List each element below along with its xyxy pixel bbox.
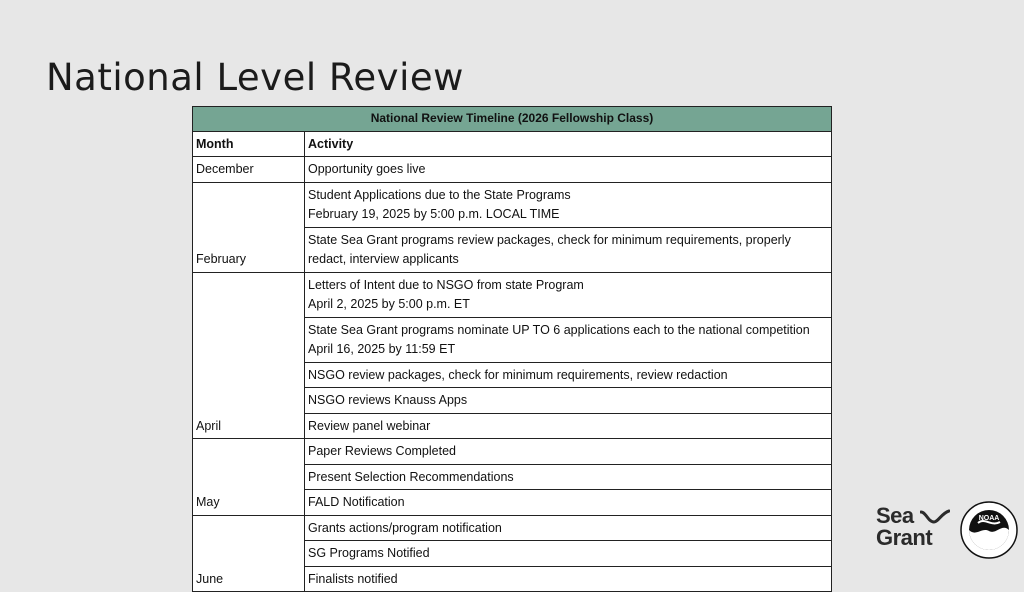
activity-line: February 19, 2025 by 5:00 p.m. LOCAL TIME xyxy=(308,207,560,221)
activity-line: Opportunity goes live xyxy=(308,162,426,176)
table-row xyxy=(193,515,832,541)
activity-line: Student Applications due to the State Programs xyxy=(308,187,571,202)
activity-line: April 16, 2025 by 11:59 ET xyxy=(308,342,456,356)
activity-cell xyxy=(305,515,832,541)
table-caption: National Review Timeline (2026 Fellowship Class) xyxy=(193,107,832,132)
activity-cell xyxy=(305,439,832,465)
wave-icon xyxy=(920,509,950,525)
month-cell: June xyxy=(193,515,305,592)
activity-cell xyxy=(305,182,832,227)
activity-line: State Sea Grant programs nominate UP TO 6 applications each to the national competition xyxy=(308,322,810,337)
activity-cell xyxy=(305,413,832,439)
activity-cell xyxy=(305,362,832,388)
month-column-header: Month xyxy=(193,131,305,157)
activity-cell xyxy=(305,464,832,490)
table-row xyxy=(193,157,832,183)
activity-cell xyxy=(305,157,832,183)
sea-grant-noaa-logo xyxy=(876,501,1024,561)
activity-line: Letters of Intent due to NSGO from state Program xyxy=(308,277,584,292)
activity-line: State Sea Grant programs review packages, check for minimum requirements, properly redact, interview applicants xyxy=(308,232,791,266)
month-cell: April xyxy=(193,272,305,439)
activity-line: April 2, 2025 by 5:00 p.m. ET xyxy=(308,297,470,311)
timeline-table xyxy=(192,106,832,592)
activity-column-header: Activity xyxy=(305,131,832,157)
activity-cell xyxy=(305,227,832,272)
month-cell: December xyxy=(193,157,305,183)
table-row xyxy=(193,439,832,465)
activity-cell xyxy=(305,317,832,362)
slide-title: National Level Review xyxy=(46,56,464,99)
activity-cell xyxy=(305,566,832,592)
activity-cell xyxy=(305,388,832,414)
activity-cell xyxy=(305,490,832,516)
activity-line: Review panel webinar xyxy=(308,418,431,433)
month-cell: May xyxy=(193,439,305,516)
activity-cell xyxy=(305,272,832,317)
activity-line: NSGO review packages, check for minimum requirements, review redaction xyxy=(308,367,728,382)
activity-line: FALD Notification xyxy=(308,495,405,509)
svg-text:NOAA: NOAA xyxy=(978,515,1000,522)
noaa-seal-icon xyxy=(960,501,1018,559)
activity-line: Grants actions/program notification xyxy=(308,520,502,535)
activity-line: Present Selection Recommendations xyxy=(308,469,514,484)
table-row xyxy=(193,272,832,317)
table-row xyxy=(193,182,832,227)
activity-line: Finalists notified xyxy=(308,571,398,586)
sea-grant-wordmark: Sea Grant xyxy=(876,503,933,550)
timeline-body xyxy=(193,157,832,592)
month-cell: February xyxy=(193,182,305,272)
activity-line: Paper Reviews Completed xyxy=(308,444,456,458)
activity-cell xyxy=(305,541,832,567)
activity-line: NSGO reviews Knauss Apps xyxy=(308,393,468,407)
activity-line: SG Programs Notified xyxy=(308,546,430,560)
